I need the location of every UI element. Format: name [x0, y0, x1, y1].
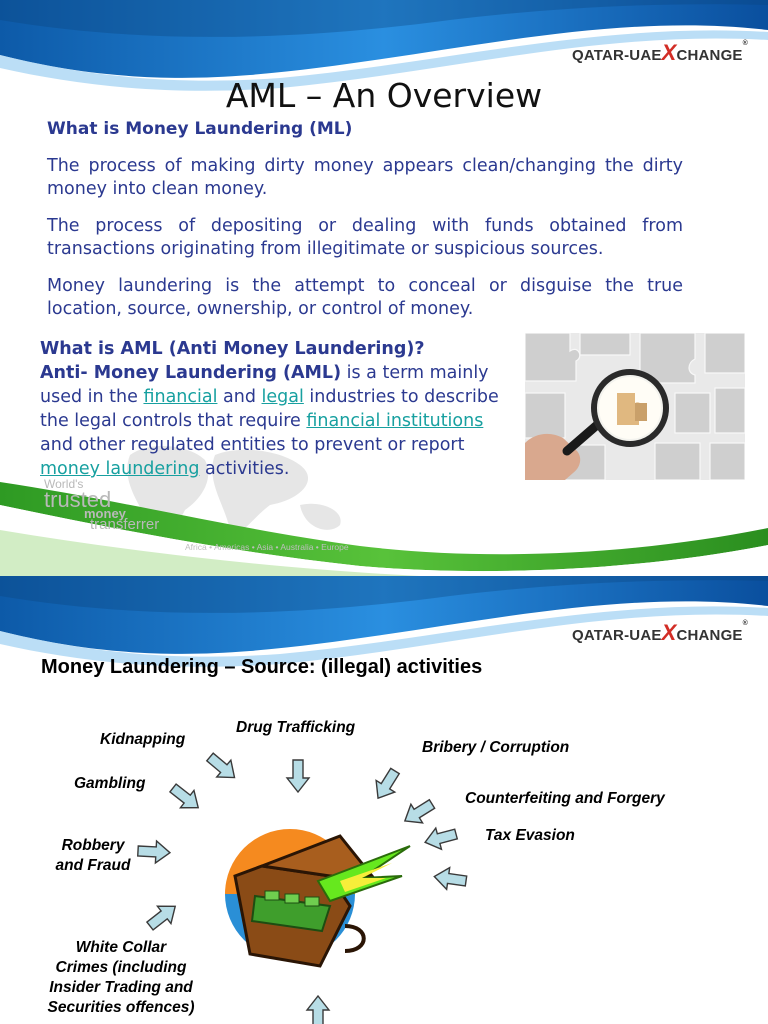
- ml-paragraph-2: The process of depositing or dealing with funds obtained from transactions originating from illegitimate or suspicious sources.: [47, 216, 683, 259]
- label-white-collar: White Collar Crimes (including Insider Trading and Securities offences): [47, 939, 195, 1016]
- label-robbery-fraud: Robbery and Fraud: [55, 837, 131, 874]
- arrow-icon: [399, 795, 438, 831]
- label-tax-evasion: Tax Evasion: [485, 827, 575, 844]
- aml-heading: What is AML (Anti Money Laundering)?: [40, 339, 425, 359]
- label-bribery: Bribery / Corruption: [422, 739, 570, 756]
- arrow-icon: [307, 996, 329, 1024]
- company-logo: QATAR-UAEXCHANGE®: [571, 40, 748, 65]
- aml-definition: What is AML (Anti Money Laundering)? Anti- Money Laundering (AML) is a term mainly used in the financial and legal industries to describe the legal controls that require financial institutions and other regulated entities to prevent or report money laundering activities.: [40, 337, 520, 481]
- arrow-icon: [137, 840, 170, 864]
- link-financial-institutions[interactable]: financial institutions: [306, 411, 484, 431]
- slide2-title: Money Laundering – Source: (illegal) activities: [41, 656, 483, 678]
- company-logo-2: QATAR-UAEXCHANGE®: [571, 620, 748, 645]
- arrow-icon: [287, 760, 309, 792]
- slide-title: AML – An Overview: [225, 76, 543, 115]
- ml-paragraph-3: Money laundering is the attempt to conceal or disguise the true location, source, ownership, or control of money.: [47, 276, 683, 319]
- link-money-laundering[interactable]: money laundering: [40, 459, 200, 479]
- arrow-icon: [143, 898, 182, 935]
- arrow-icon: [422, 823, 459, 853]
- link-legal[interactable]: legal: [261, 387, 304, 407]
- label-gambling: Gambling: [74, 775, 146, 792]
- slide-ml-sources: [0, 576, 768, 1024]
- puzzle-magnifier-image: [525, 333, 745, 480]
- ml-paragraph-1: The process of making dirty money appears clean/changing the dirty money into clean money.: [47, 156, 683, 199]
- label-kidnapping: Kidnapping: [100, 731, 186, 748]
- arrow-icon: [203, 749, 242, 786]
- aml-term: Anti- Money Laundering (AML): [40, 363, 342, 383]
- label-counterfeiting: Counterfeiting and Forgery: [465, 790, 665, 807]
- regions-strip: Africa • Americas • Asia • Australia • Europe: [185, 542, 349, 552]
- arrow-icon: [166, 779, 205, 816]
- tagline: World's trusted money transferrer: [44, 477, 160, 533]
- arrow-icon: [369, 765, 405, 804]
- label-drug-trafficking: Drug Trafficking: [236, 719, 356, 736]
- arrow-icon: [433, 866, 468, 892]
- link-financial[interactable]: financial: [143, 387, 218, 407]
- ml-heading: What is Money Laundering (ML): [47, 119, 353, 139]
